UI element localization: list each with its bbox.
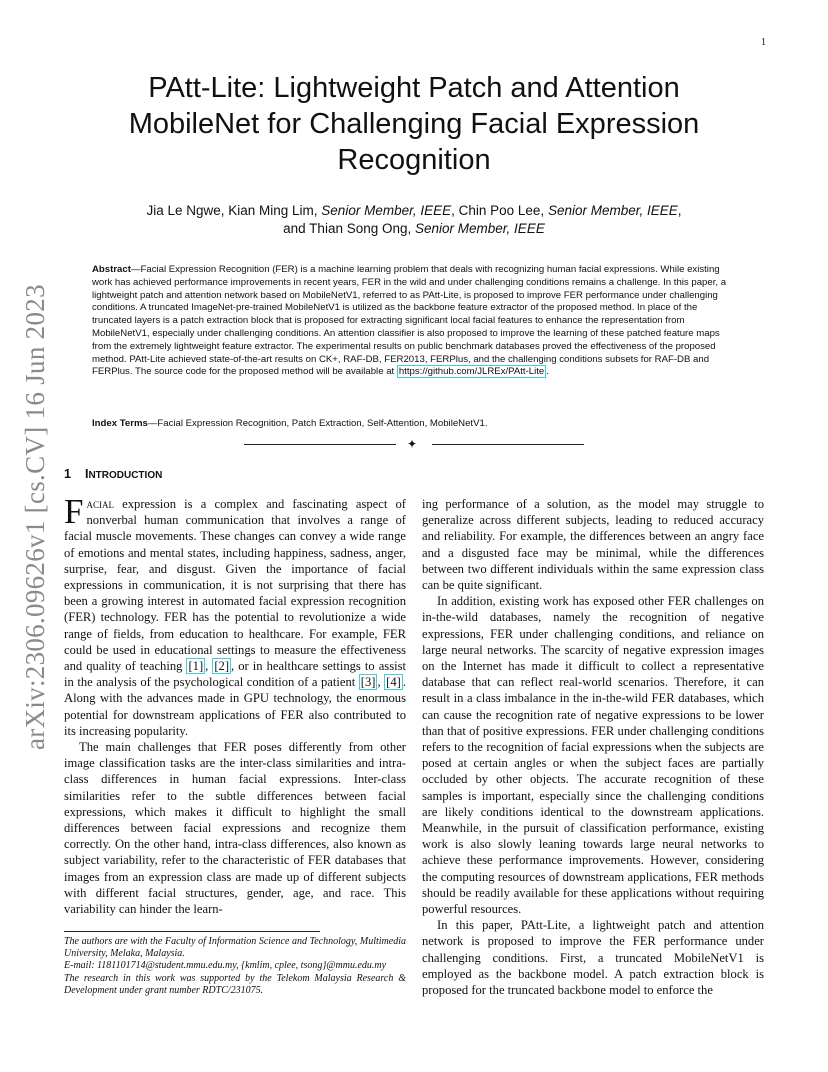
paragraph-text: . Along with the advances made in GPU technology, the enormous potential for downstream applications of FER also contributed to its increasing popularity. bbox=[64, 675, 406, 738]
page-number: 1 bbox=[761, 37, 766, 48]
index-terms-label: Index Terms bbox=[92, 418, 148, 429]
paragraph: ing performance of a solution, as the model may struggle to generalize across different subjects, leading to reduced accuracy and reliability. For example, the differences between an angry face and a disgusted face may be minimal, while the differences between two different individuals within the same expression class can be quite significant. bbox=[422, 497, 764, 593]
author-sep: , bbox=[677, 203, 682, 218]
section-number: 1 bbox=[64, 467, 71, 481]
paragraph: In addition, existing work has exposed other FER challenges on in-the-wild databases, namely the recognition of negative expressions, FER under challenging conditions, and reliance on large neural networks. The scarcity of negative expression images on the Internet has made it difficult to collect a representative database that can reflect real-world scenarios. Therefore, it can result in a class imbalance in the in-the-wild FER databases, which can cause the recognition rate of negative expressions to be lower than that of positive expressions. FER under challenging conditions refers to the recognition of facial expressions when the subjects are posed at certain angles or when the subject faces are partially occluded by other objects. The accurate recognition of these samples is important, especially since the challenging conditions are likely conditions identical to the downstream applications. Meanwhile, in the pursuit of classification performance, existing work is also slowly leaning towards large neural networks to achieve these performance improvements. However, considering the computing resources of downstream applications, FER methods should be readily available for these applications without requiring powerful resources. bbox=[422, 594, 764, 917]
abstract-label: Abstract bbox=[92, 264, 131, 275]
citation-link[interactable]: [1] bbox=[188, 659, 204, 674]
body-column-right bbox=[422, 496, 764, 998]
footnotes bbox=[64, 936, 406, 997]
divider-line-left bbox=[244, 444, 396, 445]
section-divider bbox=[244, 437, 584, 451]
section-title-rest: NTRODUCTION bbox=[88, 470, 163, 481]
divider-line-right bbox=[432, 444, 584, 445]
divider-diamond-icon: ✦ bbox=[407, 437, 418, 451]
source-code-link[interactable]: https://github.com/JLREx/PAtt-Lite bbox=[398, 366, 545, 378]
lead-smallcaps: acial bbox=[86, 497, 114, 511]
paper-title: PAtt-Lite: Lightweight Patch and Attention MobileNet for Challenging Facial Expression Recognition bbox=[128, 72, 700, 176]
body-column-left bbox=[64, 492, 406, 917]
paragraph-text: , or in healthcare settings to assist in the analysis of the psychological condition of a patient bbox=[64, 659, 406, 690]
drop-cap: F bbox=[64, 492, 84, 531]
citation-link[interactable]: [4] bbox=[386, 675, 401, 690]
arxiv-identifier-stamp: arXiv:2306.09626v1 [cs.CV] 16 Jun 2023 bbox=[20, 284, 50, 750]
abstract-end: . bbox=[546, 366, 549, 378]
abstract-text: —Facial Expression Recognition (FER) is a machine learning problem that deals with recognizing human facial expressions. While existing work has achieved performance improvements in recent years, FER in the wild and under challenging conditions remains a challenge. In this paper, a lightweight patch and attention network based on MobileNetV1, referred to as PAtt-Lite, is proposed to improve FER performance under challenging conditions. A truncated ImageNet-pre-trained MobileNetV1 is utilized as the backbone feature extractor of the proposed method. In place of the truncated layers is a patch extraction block that is proposed for extracting significant local facial features to enhance the representation from MobileNetV1, especially under challenging conditions. An attention classifier is also proposed to improve the learning of these patched feature maps from the extremely lightweight feature extractor. The experimental results on public benchmark databases proved the effectiveness of the proposed method. PAtt-Lite achieved state-of-the-art results on CK+, RAF-DB, FER2013, FERPlus, and the challenging conditions subsets for RAF-DB and FERPlus. The source code for the proposed method will be available at bbox=[92, 264, 727, 378]
footnote-funding: The research in this work was supported by the Telekom Malaysia Research & Development under grant number RDTC/231075. bbox=[64, 972, 406, 996]
footnote-affiliation: The authors are with the Faculty of Information Science and Technology, Multimedia University, Melaka, Malaysia. bbox=[64, 936, 406, 960]
citation-sep: , bbox=[205, 659, 213, 674]
index-terms bbox=[92, 417, 736, 430]
author-names-2: , Chin Poo Lee, bbox=[451, 203, 548, 218]
author-names-3: and Thian Song Ong, bbox=[283, 221, 416, 236]
section-title-initial: I bbox=[84, 467, 89, 481]
index-terms-text: —Facial Expression Recognition, Patch Extraction, Self-Attention, MobileNetV1. bbox=[147, 418, 488, 429]
footnote-email: E-mail: 1181101714@student.mmu.edu.my, {kmlim, cplee, tsong}@mmu.edu.my bbox=[64, 960, 387, 972]
abstract bbox=[92, 264, 736, 379]
paragraph-text: expression is a complex and fascinating aspect of nonverbal human communication that involves a range of facial muscle movements. These changes can convey a wide range of emotions and mental states, including happiness, sadness, anger, surprise, fear, and disgust. Given the importance of facial expressions in communication, it is not surprising that there has been a growing interest in automated facial expression recognition (FER) technology. FER has the potential to revolutionize a wide range of fields, from education to healthcare. For example, FER could be used in educational settings to measure the effectiveness and quality of teaching bbox=[64, 497, 406, 674]
paragraph: In this paper, PAtt-Lite, a lightweight patch and attention network is proposed to improve the FER performance under challenging conditions. First, a truncated MobileNetV1 is employed as the backbone model. A patch extraction block is proposed for the truncated backbone model to enforce the bbox=[422, 918, 764, 998]
citation-link[interactable]: [2] bbox=[214, 659, 230, 674]
author-names-1: Jia Le Ngwe, Kian Ming Lim, bbox=[146, 203, 322, 218]
section-heading-introduction bbox=[64, 467, 162, 481]
author-role-1: Senior Member, IEEE bbox=[321, 203, 452, 218]
citation-link[interactable]: [3] bbox=[360, 675, 376, 690]
author-role-2: Senior Member, IEEE bbox=[547, 203, 678, 218]
paragraph bbox=[64, 492, 406, 739]
citation-sep: , bbox=[377, 675, 385, 690]
footnote-rule bbox=[64, 931, 320, 932]
paragraph: The main challenges that FER poses differently from other image classification tasks are the inter-class similarities and intra-class differences in human facial expressions. Inter-class similarities refer to the subtle differences between facial expressions, which makes it difficult to highlight the small differences between facial expressions and recognize them correctly. On the other hand, intra-class differences, also known as subject variability, refer to the characteristic of FER databases that images from an expression class are made up of different subjects with different facial structures, gender, age, and race. This variability can hinder the learn- bbox=[64, 740, 406, 917]
author-list bbox=[80, 202, 748, 238]
author-role-3: Senior Member, IEEE bbox=[415, 221, 545, 236]
